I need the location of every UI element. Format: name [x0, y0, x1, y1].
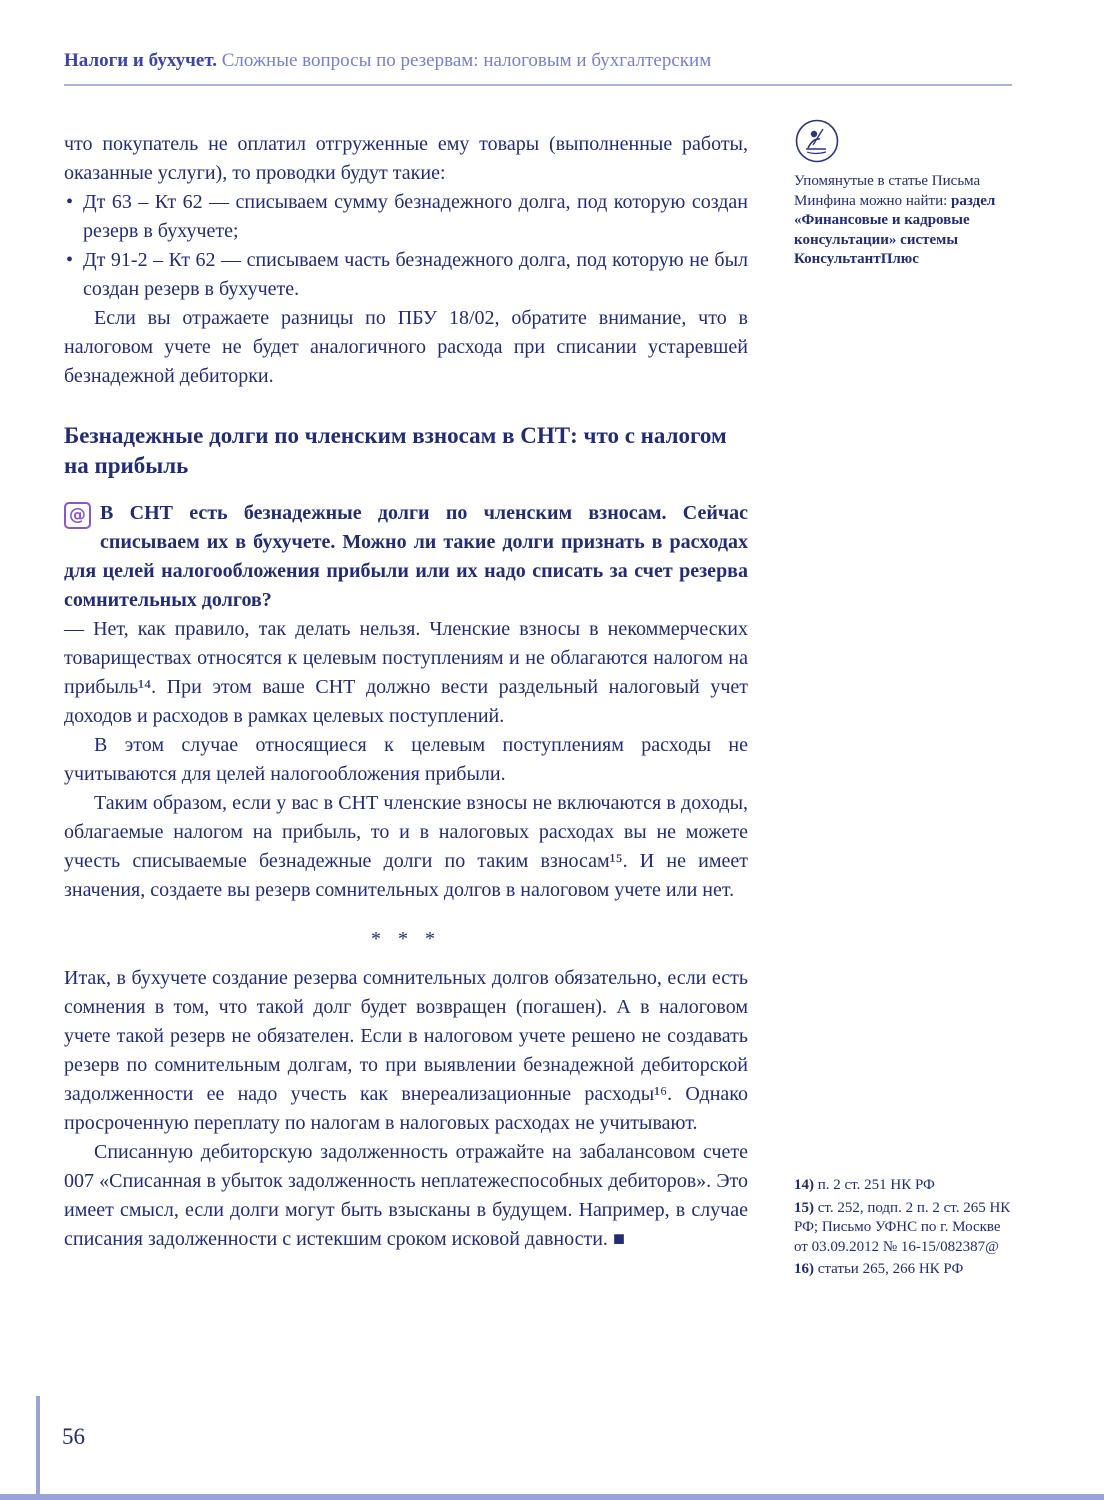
footnote-number: 16) — [794, 1261, 814, 1277]
list-item — [64, 246, 748, 304]
paragraph-final: Итак, в бухучете создание резерва сомнительных долгов обязательно, если есть сомнения в том, что такой долг будет возвращен (погашен). А в налоговом учете такой резерв не обязателен. Если в налоговом учете решено не создавать резерв по сомнительным долгам, то при выявлении безнадежной дебиторской задолженности ее надо учесть как внереализационные расходы¹⁶. Однако просроченную переплату по налогам в налоговых расходах не учитывают. — [64, 967, 748, 1134]
question-text: В СНТ есть безнадежные долги по членским взносам. Сейчас списываем их в бухучете. Можно ли такие долги признать в расходах для целей налогообложения прибыли или их надо списать за счет резерва сомнительных долгов? — [64, 502, 748, 611]
article-body — [64, 130, 748, 1254]
minfin-letter-stamp-icon — [794, 118, 840, 164]
page-header — [64, 50, 1014, 72]
section-divider-stars: * * * — [371, 928, 441, 950]
answer-paragraph: Таким образом, если у вас в СНТ членские взносы не включаются в доходы, облагаемые налогом на прибыль, то и в налоговых расходах вы не можете учесть списываемые безнадежные долги по таким взносам¹⁵. И не имеет значения, создаете вы резерв сомнительных долгов в налоговом учете или нет. — [64, 792, 748, 901]
page-number: 56 — [62, 1424, 85, 1449]
footnote — [794, 1199, 1018, 1258]
sidebar-note-text: Упомянутые в статье Письма Минфина можно найти: — [794, 173, 981, 209]
footnote-text: статьи 265, 266 НК РФ — [817, 1261, 964, 1277]
question-paragraph — [64, 499, 748, 615]
left-edge-rule — [36, 1396, 40, 1500]
answer-paragraph: — Нет, как правило, так делать нельзя. Членские взносы в некоммерческих товариществах относятся к целевым поступлениям и не облагаются налогом на прибыль¹⁴. При этом ваше СНТ должно вести раздельный налоговый учет доходов и расходов в рамках целевых поступлений. — [64, 618, 748, 727]
list-item — [64, 188, 748, 246]
header-rule — [64, 84, 1012, 86]
paragraph-pbu: Если вы отражаете разницы по ПБУ 18/02, обратите внимание, что в налоговом учете не будет аналогичного расхода при списании устаревшей безнадежной дебиторки. — [64, 307, 748, 387]
header-title: Сложные вопросы по резервам: налоговым и бухгалтерским — [221, 50, 712, 71]
footnote-text: ст. 252, подп. 2 п. 2 ст. 265 НК РФ; Письмо УФНС по г. Москве от 03.09.2012 № 16-15/082387@ — [794, 1199, 1011, 1255]
footnote-number: 15) — [794, 1199, 814, 1216]
question-at-icon: @ — [64, 502, 91, 529]
bullet-icon: • — [66, 191, 74, 213]
section-heading: Безнадежные долги по членским взносам в СНТ: что с налогом на прибыль — [64, 423, 727, 478]
header-rubric: Налоги и бухучет. — [64, 50, 217, 71]
footnotes-block — [794, 1176, 1018, 1283]
bullet-list — [64, 188, 748, 304]
bottom-edge-rule — [0, 1494, 1104, 1500]
paragraph-intro: что покупатель не оплатил отгруженные ему товары (выполненные работы, оказанные услуги), то проводки будут такие: — [64, 133, 748, 184]
bullet-text: Дт 91-2 – Кт 62 — списываем часть безнадежного долга, под которую не был создан резерв в бухучете. — [83, 249, 748, 300]
footnote-text: п. 2 ст. 251 НК РФ — [817, 1177, 935, 1193]
sidebar-note — [794, 172, 1018, 270]
answer-paragraph: В этом случае относящиеся к целевым поступлениям расходы не учитываются для целей налогообложения прибыли. — [64, 734, 748, 785]
paragraph-final: Списанную дебиторскую задолженность отражайте на забалансовом счете 007 «Списанная в убыток задолженность неплатежеспособных дебиторов». Это имеет смысл, если долги могут быть взысканы в будущем. Например, в случае списания задолженности с истекшим сроком исковой давности. ■ — [64, 1141, 748, 1250]
sidebar-note-bold: раздел «Финансовые и кадровые консультации» системы КонсультантПлюс — [794, 192, 996, 267]
bullet-icon: • — [66, 249, 74, 271]
footnote — [794, 1176, 1018, 1196]
bullet-text: Дт 63 – Кт 62 — списываем сумму безнадежного долга, под которую создан резерв в бухучете; — [83, 191, 748, 242]
footnote-number: 14) — [794, 1177, 814, 1193]
footnote — [794, 1260, 1018, 1280]
